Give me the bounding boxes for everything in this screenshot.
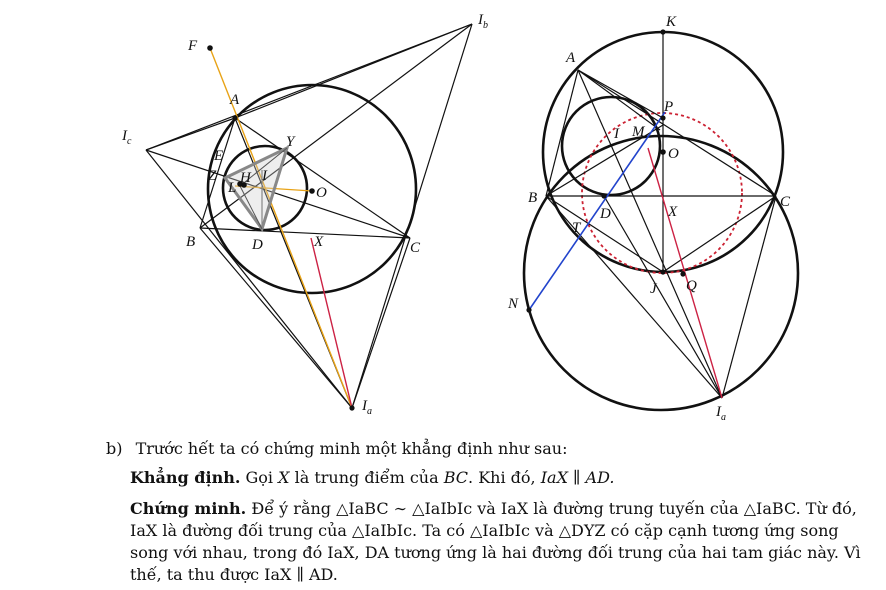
label-O: O xyxy=(668,146,679,162)
label-C: C xyxy=(780,194,791,210)
proof-title: Chứng minh. xyxy=(130,499,247,518)
label-D: D xyxy=(600,206,611,222)
label-X: X xyxy=(314,234,324,250)
label-Y: Y xyxy=(286,134,295,150)
label-Ic: $I_c$ xyxy=(122,128,132,147)
label-I: I xyxy=(262,168,267,184)
proof-line-1 xyxy=(130,498,857,520)
claim-X: X xyxy=(278,468,290,487)
label-F: F xyxy=(188,38,198,54)
claim-body-1: Gọi xyxy=(245,468,274,487)
claim-formula: IaX ∥ AD. xyxy=(540,468,615,487)
label-M: M xyxy=(632,124,645,140)
label-K: K xyxy=(666,14,677,30)
proof-line-1-text: Để ý rằng △IaBC ∼ △IaIbIc và IaX là đường trung tuyến của △IaBC. Từ đó, xyxy=(251,499,857,518)
label-D: D xyxy=(252,237,263,253)
claim-line xyxy=(130,467,614,489)
label-O: O xyxy=(316,185,327,201)
left-figure-labels xyxy=(121,12,488,417)
intro-text: Trước hết ta có chứng minh một khẳng định như sau: xyxy=(135,439,568,458)
label-Ia: $I_a$ xyxy=(716,404,726,423)
proof-line-4: thế, ta thu được IaX ∥ AD. xyxy=(130,565,338,584)
label-I: I xyxy=(614,126,619,142)
label-H: H xyxy=(240,170,251,186)
proof-line-3: song với nhau, trong đó IaX, DA tương ứng là hai đường đối trung của hai tam giác này. Vì xyxy=(130,543,861,562)
label-P: P xyxy=(664,99,674,115)
right-figure-labels xyxy=(507,14,791,423)
label-A: A xyxy=(566,50,576,66)
label-J: J xyxy=(650,281,657,297)
label-Ib: $I_b$ xyxy=(478,12,488,31)
part-label: b) xyxy=(106,439,123,458)
left-figure xyxy=(146,24,472,410)
label-B: B xyxy=(186,234,196,250)
claim-body-2: là trung điểm của xyxy=(294,468,439,487)
claim-title: Khẳng định. xyxy=(130,468,241,487)
label-L: L xyxy=(228,180,237,196)
label-C: C xyxy=(410,240,421,256)
label-X: X xyxy=(668,204,678,220)
label-Ia: $I_a$ xyxy=(362,398,372,417)
proof-line-2: IaX là đường đối trung của △IaIbIc. Ta có △IaIbIc và △DYZ có cặp cạnh tương ứng song xyxy=(130,521,839,540)
right-figure xyxy=(524,30,798,410)
label-Z: Z xyxy=(208,168,217,184)
label-E: E xyxy=(214,148,224,164)
claim-body-3: . Khi đó, xyxy=(468,468,536,487)
label-N: N xyxy=(508,296,519,312)
claim-BC: BC xyxy=(443,468,469,487)
label-Q: Q xyxy=(686,278,697,294)
label-T: T xyxy=(572,220,581,236)
intro-line xyxy=(106,438,567,460)
label-A: A xyxy=(230,92,240,108)
label-B: B xyxy=(528,190,538,206)
